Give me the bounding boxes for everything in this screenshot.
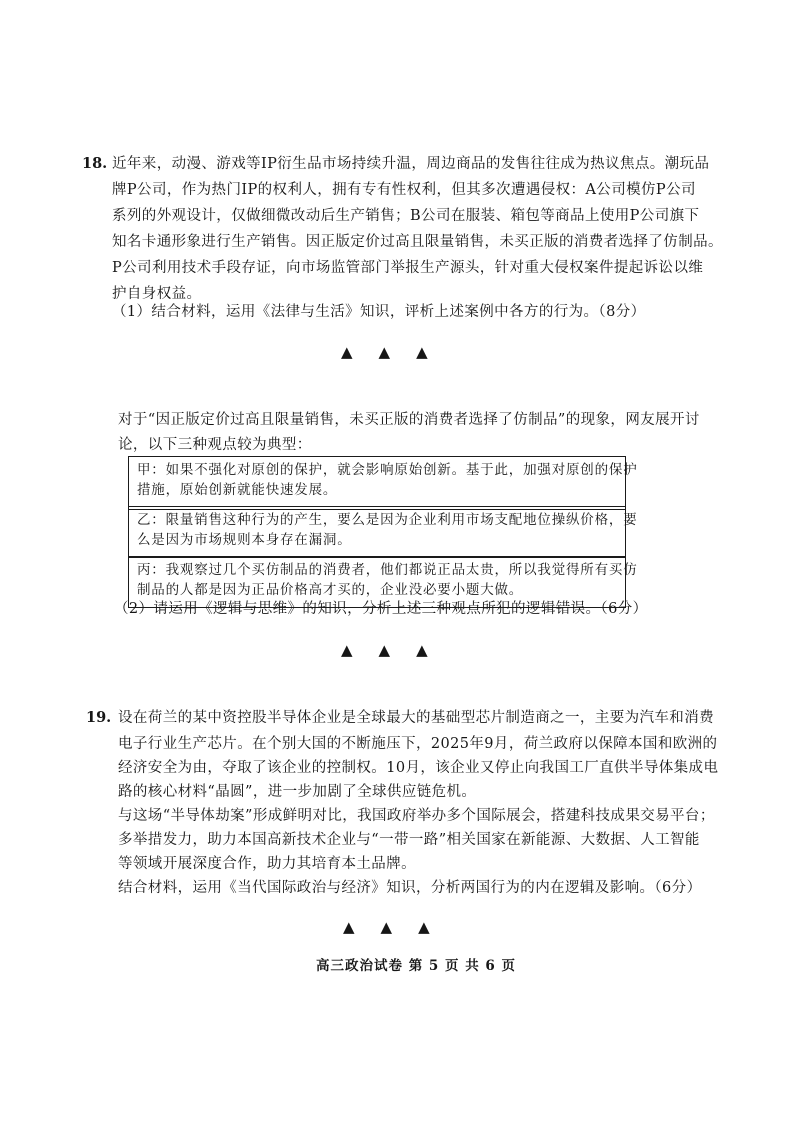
view-jia-line-2: 措施，原始创新就能快速发展。 — [137, 482, 338, 498]
triangle-icon: ▲ — [343, 918, 355, 936]
view-yi-line-2: 么是因为市场规则本身存在漏洞。 — [137, 532, 352, 548]
view-bing-line-1: 丙：我观察过几个买仿制品的消费者，他们都说正品太贵，所以我觉得所有买仿 — [137, 562, 638, 578]
q19-text-line-7: 等领域开展深度合作，助力其培育本土品牌。 — [118, 856, 416, 872]
q18-subquestion-2: （2）请运用《逻辑与思维》的知识，分析上述三种观点所犯的逻辑错误。（6分） — [114, 601, 648, 617]
triangle-icon: ▲ — [341, 343, 353, 361]
triangle-icon: ▲ — [380, 918, 393, 936]
q19-text-line-4: 路的核心材料“晶圆”，进一步加剧了全球供应链危机。 — [118, 784, 477, 800]
q18-subquestion-1: （1）结合材料，运用《法律与生活》知识，评析上述案例中各方的行为。（8分） — [112, 304, 646, 320]
question-18-number: 18. — [82, 155, 108, 172]
view-jia-line-1: 甲：如果不强化对原创的保护，就会影响原始创新。基于此，加强对原创的保护 — [137, 462, 638, 478]
q19-text-line-6: 多举措发力，助力本国高新技术企业与“一带一路”相关国家在新能源、大数据、人工智能 — [118, 832, 700, 848]
separator-triangles-1 — [341, 342, 428, 362]
separator-triangles-3 — [343, 917, 430, 937]
triangle-icon: ▲ — [341, 641, 353, 659]
q18-text-line-3: 系列的外观设计，仅做细微改动后生产销售；B公司在服装、箱包等商品上使用P公司旗下 — [112, 208, 700, 224]
q18-text-line-2: 牌P公司，作为热门IP的权利人，拥有专有性权利，但其多次遭遇侵权：A公司模仿P公司 — [112, 182, 696, 198]
q18-intro-line-1: 对于“因正版定价过高且限量销售，未买正版的消费者选择了仿制品”的现象，网友展开讨 — [118, 412, 700, 428]
q18-text-line-6: 护自身权益。 — [112, 286, 202, 302]
q18-intro-line-2: 论，以下三种观点较为典型： — [118, 437, 312, 453]
q19-text-line-2: 电子行业生产芯片。在个别大国的不断施压下，2025年9月，荷兰政府以保障本国和欧洲的 — [118, 736, 718, 752]
view-box-jia — [128, 456, 638, 510]
triangle-icon: ▲ — [378, 343, 391, 361]
triangle-icon: ▲ — [416, 343, 428, 361]
view-yi-line-1: 乙：限量销售这种行为的产生，要么是因为企业利用市场支配地位操纵价格，要 — [137, 512, 638, 528]
q19-text-line-3: 经济安全为由，夺取了该企业的控制权。10月，该企业又停止向我国工厂直供半导体集成电 — [118, 760, 719, 776]
question-19-number: 19. — [86, 709, 112, 726]
triangle-icon: ▲ — [418, 918, 430, 936]
page-footer: 高三政治试卷 第 5 页 共 6 页 — [316, 958, 516, 974]
q18-text-line-4: 知名卡通形象进行生产销售。因正版定价过高且限量销售，未买正版的消费者选择了仿制品。 — [112, 234, 723, 250]
separator-triangles-2 — [341, 640, 428, 660]
q19-text-line-5: 与这场“半导体劫案”形成鲜明对比，我国政府举办多个国际展会，搭建科技成果交易平台； — [118, 808, 715, 824]
view-box-yi — [128, 506, 638, 558]
view-bing-line-2: 制品的人都是因为正品价格高才买的，企业没必要小题大做。 — [137, 582, 524, 598]
triangle-icon: ▲ — [378, 641, 391, 659]
q19-text-line-8: 结合材料，运用《当代国际政治与经济》知识，分析两国行为的内在逻辑及影响。（6分） — [118, 880, 702, 896]
q19-text-line-1: 设在荷兰的某中资控股半导体企业是全球最大的基础型芯片制造商之一，主要为汽车和消费 — [118, 710, 714, 726]
triangle-icon: ▲ — [416, 641, 428, 659]
q18-text-line-5: P公司利用技术手段存证，向市场监管部门举报生产源头，针对重大侵权案件提起诉讼以维 — [112, 260, 704, 276]
q18-text-line-1: 近年来，动漫、游戏等IP衍生品市场持续升温，周边商品的发售往往成为热议焦点。潮玩品 — [112, 156, 710, 172]
